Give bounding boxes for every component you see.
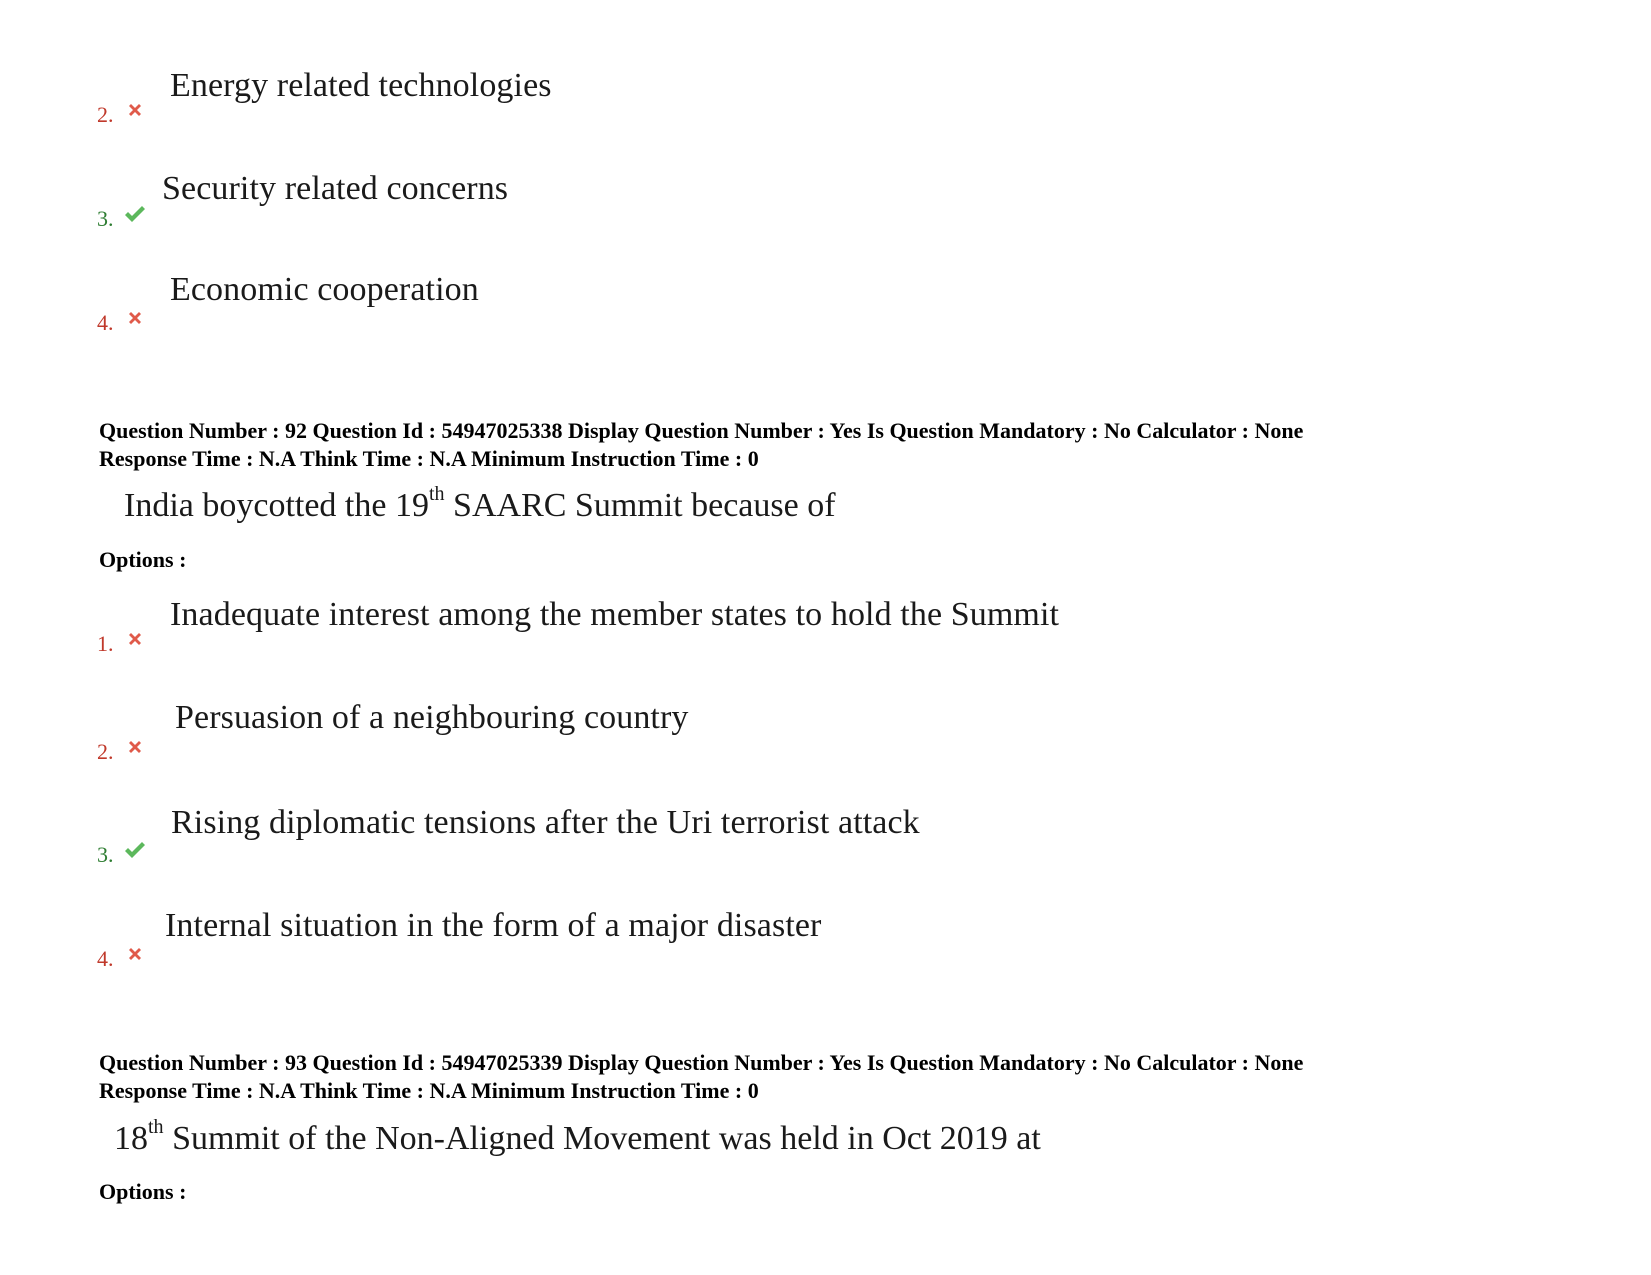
option-number: 1. (97, 631, 114, 656)
check-icon (123, 204, 147, 224)
question-text-pre: India boycotted the 19 (124, 487, 429, 524)
option-number: 3. (97, 206, 114, 231)
options-label: Options : (99, 1179, 187, 1204)
option-text: Rising diplomatic tensions after the Uri terrorist attack (171, 804, 920, 841)
question-text-sup: th (428, 482, 445, 505)
option-text: Persuasion of a neighbouring country (175, 699, 689, 736)
question-text (114, 1115, 1041, 1159)
cross-icon (126, 945, 144, 963)
options-label: Options : (99, 547, 187, 572)
option-text: Energy related technologies (170, 67, 552, 104)
cross-icon (126, 309, 144, 327)
question-meta-line1: Question Number : 93 Question Id : 54947025339 Display Question Number : Yes Is Question Mandatory : No Calculator : None (99, 1050, 1304, 1075)
question-meta-line1: Question Number : 92 Question Id : 54947025338 Display Question Number : Yes Is Question Mandatory : No Calculator : None (99, 418, 1304, 443)
check-icon (123, 840, 147, 860)
option-number: 2. (97, 102, 114, 127)
option-text: Internal situation in the form of a major disaster (165, 907, 822, 944)
cross-icon (126, 630, 144, 648)
cross-icon (126, 101, 144, 119)
option-number: 4. (97, 310, 114, 335)
question-meta-line2: Response Time : N.A Think Time : N.A Minimum Instruction Time : 0 (99, 446, 759, 471)
question-text-sup: th (148, 1115, 164, 1138)
question-text-post: Summit of the Non-Aligned Movement was held in Oct 2019 at (163, 1120, 1041, 1157)
option-number: 2. (97, 739, 114, 764)
question-text (124, 482, 836, 526)
question-meta-line2: Response Time : N.A Think Time : N.A Minimum Instruction Time : 0 (99, 1078, 759, 1103)
option-number: 4. (97, 946, 114, 971)
option-text: Security related concerns (162, 170, 509, 207)
cross-icon (126, 738, 144, 756)
question-text-pre: 18 (114, 1120, 148, 1157)
option-text: Economic cooperation (170, 271, 479, 308)
option-text: Inadequate interest among the member states to hold the Summit (170, 596, 1060, 633)
option-number: 3. (97, 842, 114, 867)
question-text-post: SAARC Summit because of (444, 487, 836, 524)
